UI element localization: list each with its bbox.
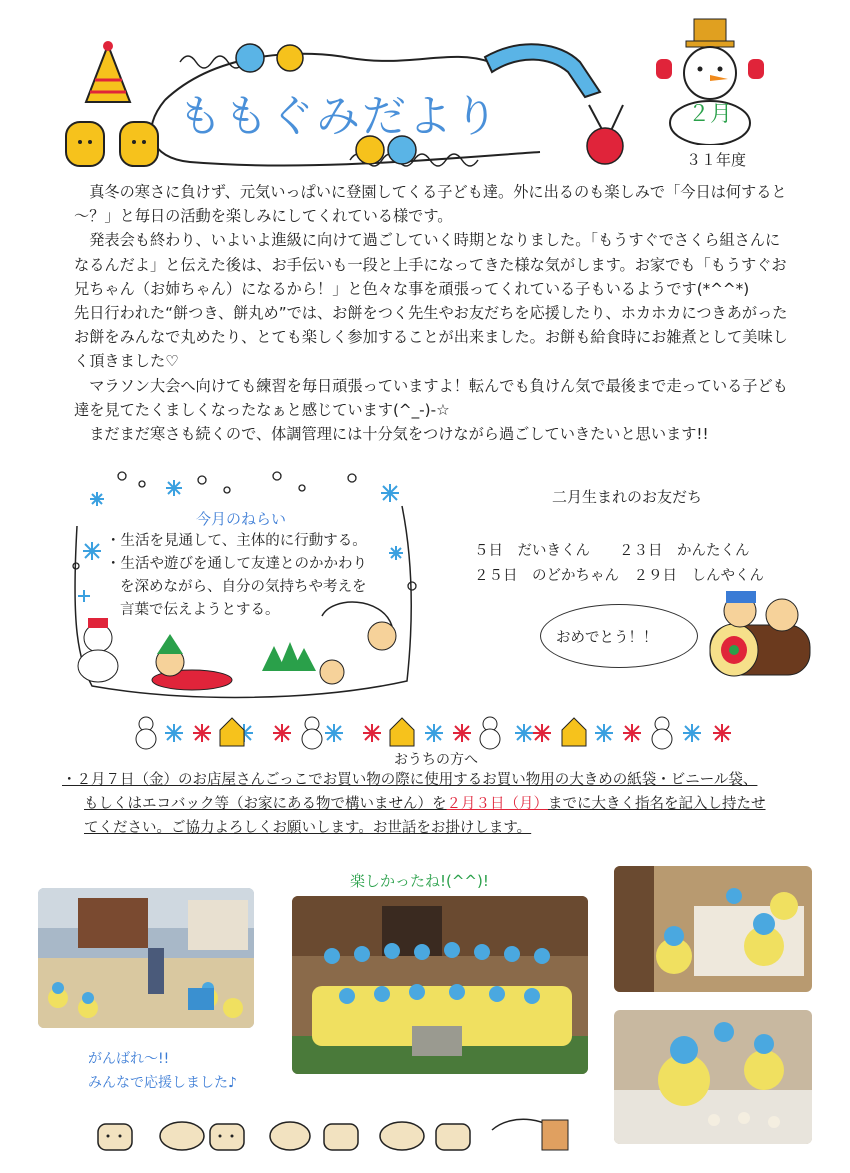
intro-paragraph: 発表会も終わり、いよいよ進級に向けて過ごしていく時期となりました。「もうすぐでさくら組さんになるんだよ」と伝えた後は、お手伝いも一段と上手になってきた様な気がします。お家でも「もうすぐお兄ちゃん（お姉ちゃん）になるから！」と色々な事を頑張ってくれている子もいるようです(*^^*) — [74, 231, 787, 298]
page-title: ももぐみだより — [178, 91, 500, 142]
notice-line: てください。ご協力よろしくお願いします。お世話をお掛けします。 — [84, 820, 532, 836]
mittens-icon — [58, 112, 168, 172]
bread-ornament-row — [92, 1108, 592, 1156]
intro-paragraph: 真冬の寒さに負けず、元気いっぱいに登園してくる子ども達。外に出るのも楽しみで「今日は何すると～？」と毎日の活動を楽しみにしてくれている様です。 — [74, 183, 787, 226]
year-label: ３１年度 — [686, 151, 747, 169]
yarn-needles-icon — [575, 100, 635, 170]
yarn-balls-icon — [230, 38, 320, 78]
goal-item: ・生活を見通して、主体的に行動する。 — [106, 533, 367, 549]
birthday-row: ５日 だいきくん ２３日 かんたくん — [474, 543, 750, 559]
photo-caption: 楽しかったね!(^^)! — [350, 872, 489, 890]
intro-paragraph: まだまだ寒さも続くので、体調管理には十分気をつけながら過ごしていきたいと思います!! — [89, 425, 709, 444]
intro-paragraph: 先日行われた“餅つき、餅丸め”では、お餅をつく先生やお友だちを応援したり、ホカホカにつきあがったお餅をみんなで丸めたり、とても楽しく参加することが出来ました。お餅も給食時にお雑煮として美味しく頂きました♡ — [74, 304, 788, 371]
speech-bubble-text: おめでとう！！ — [556, 630, 658, 646]
intro-text — [74, 180, 794, 446]
notice-line: もしくはエコバック等（お家にある物で構いません）を — [84, 796, 447, 812]
cheer-text: みんなで応援しました♪ — [88, 1075, 237, 1091]
photo-group — [292, 896, 588, 1074]
goal-item: を深めながら、自分の気持ちや考えを — [120, 579, 367, 595]
photo-mochi-2 — [614, 1010, 812, 1144]
goal-title: 今月のねらい — [196, 510, 287, 528]
snowman-icon — [136, 717, 156, 749]
notice-line: までに大きく指名を記入し持たせ — [548, 796, 766, 812]
birthday-row: ２５日 のどかちゃん ２９日 しんやくん — [474, 568, 764, 584]
month-label: ２月 — [688, 102, 733, 127]
deadline-date: ２月３日（月） — [446, 796, 548, 812]
ornament-row — [132, 712, 732, 752]
cheer-text: がんばれ～!! — [88, 1051, 170, 1067]
photo-mochi-1 — [614, 866, 812, 992]
goal-item: 言葉で伝えようとする。 — [120, 602, 280, 618]
notice-title: おうちの方へ — [394, 752, 478, 768]
intro-paragraph: マラソン大会へ向けても練習を毎日頑張っていますよ！転んでも負けん気で最後まで走っている子ども達を見てたくましくなったなぁと感じています(^_-)-☆ — [74, 376, 788, 419]
goal-item: ・生活や遊びを通して友達とのかかわり — [106, 556, 367, 572]
goal-list — [106, 530, 406, 622]
notice-line: ・２月７日（金）のお店屋さんごっこでお買い物の際に使用するお買い物用の大きめの紙袋・ビニール袋、 — [62, 772, 758, 788]
photo-cheering — [38, 888, 254, 1028]
party-hat-icon — [78, 40, 138, 110]
roll-cake-icon — [700, 585, 820, 690]
birthday-title: 二月生まれのお友だち — [552, 488, 703, 506]
notice-text — [62, 768, 802, 840]
